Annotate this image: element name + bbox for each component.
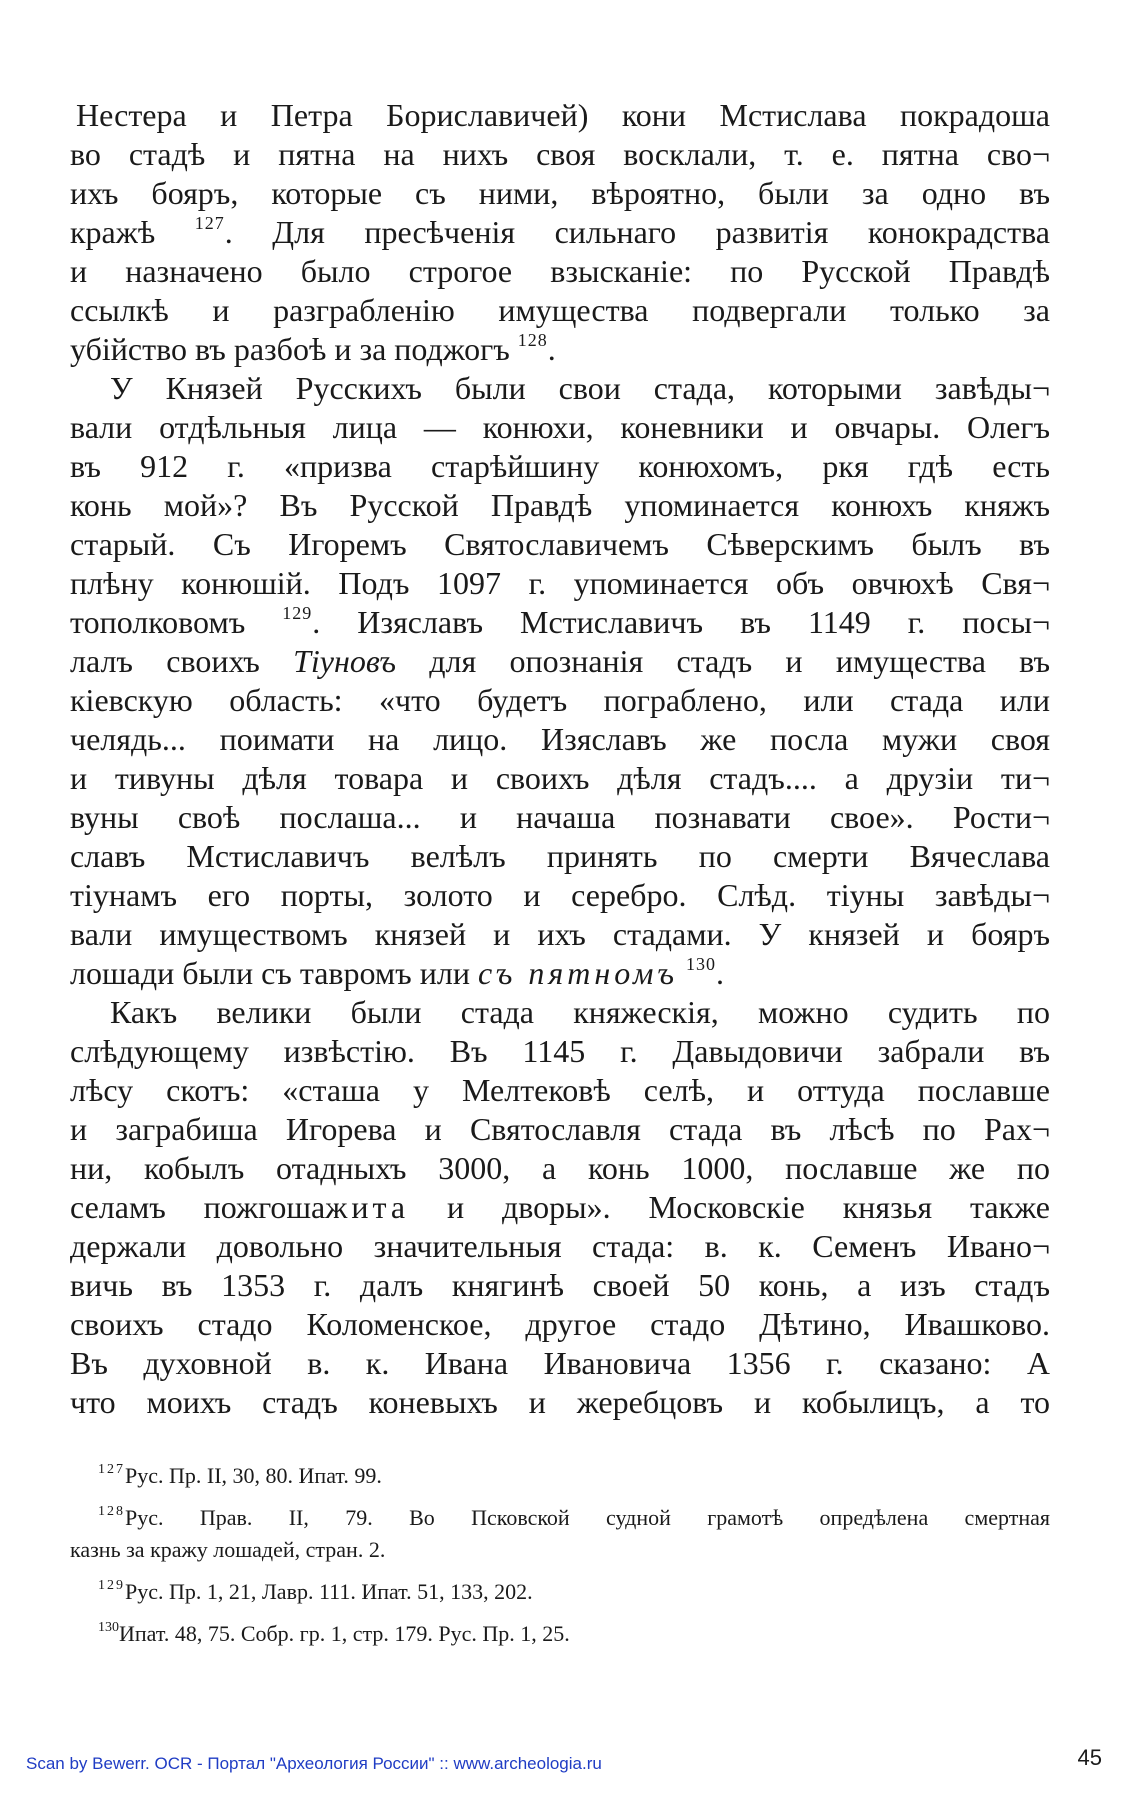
footnote-ref-127[interactable]: 127 (194, 213, 225, 233)
spaced-term: жита (325, 1189, 410, 1225)
text-line: селамъ пожгошажита и дворы». Московскіе князья также (70, 1189, 1051, 1225)
text-line: вали имуществомъ князей и ихъ стадами. У князей и бояръ (70, 916, 1050, 952)
text-line: и назначено было строгое взысканіе: по Русской Правдѣ (70, 253, 1050, 289)
text-line: ихъ бояръ, которые съ ними, вѣроятно, были за одно въ (70, 175, 1050, 211)
footnote-number: 127 (98, 1462, 125, 1477)
text-line: славъ Мстиславичъ велѣлъ принять по смерти Вячеслава (70, 838, 1050, 874)
text-line: тополковомъ $^{129}$. Изяславъ Мстиславичъ въ 1149 г. посы¬ (70, 603, 1051, 640)
text-line: ни, кобылъ отадныхъ 3000, а конь 1000, пославше же по (70, 1150, 1050, 1186)
text-line: У Князей Русскихъ были свои стада, которыми завѣды¬ (110, 370, 1050, 406)
paragraph-2 (70, 369, 1050, 993)
text-line: что моихъ стадъ коневыхъ и жеребцовъ и кобылицъ, а то (70, 1384, 1050, 1420)
text-line: и заграбиша Игорева и Святославля стада въ лѣсѣ по Рах¬ (70, 1111, 1050, 1147)
text-line: лѣсу скотъ: «сташа у Мелтековѣ селѣ, и оттуда пославше (70, 1072, 1050, 1108)
text-line: своихъ стадо Коломенское, другое стадо Дѣтино, Ивашково. (70, 1306, 1050, 1342)
text-line: старый. Съ Игоремъ Святославичемъ Сѣверскимъ былъ въ (70, 526, 1050, 562)
scan-credit-link[interactable]: Scan by Bewerr. OCR - Портал "Археология России" :: www.archeologia.ru (26, 1754, 602, 1773)
text-line: ссылкѣ и разграбленію имущества подвергали только за (70, 292, 1050, 328)
text-line: кражѣ $^{127}$. Для пресѣченія сильнаго развитія конокрадства (70, 213, 1051, 250)
text-line: въ 912 г. «призва старѣйшину конюхомъ, ркя гдѣ есть (70, 448, 1050, 484)
italic-term: Тіуновъ (293, 643, 396, 679)
text-line: плѣну конюшій. Подъ 1097 г. упоминается объ овчюхѣ Свя¬ (70, 565, 1050, 601)
text-line: вуны своѣ послаша... и начаша познавати свое». Рости¬ (70, 799, 1050, 835)
text-line: слѣдующему извѣстію. Въ 1145 г. Давыдовичи забрали въ (70, 1033, 1050, 1069)
footnote-129: $^{129}$Рус. Пр. 1, 21, Лавр. 111. Ипат. 51, 133, 202. (98, 1578, 533, 1604)
text-line: вали отдѣльныя лица — конюхи, коневники и овчары. Олегъ (70, 409, 1050, 445)
text-line: во стадѣ и пятна на нихъ своя восклали, т. е. пятна сво¬ (70, 136, 1050, 172)
footnote-number: 130 (98, 1620, 119, 1635)
footnote-127: $^{127}$Рус. Пр. II, 30, 80. Ипат. 99. (98, 1462, 382, 1488)
spaced-italic-term: съ пятномъ (477, 955, 678, 991)
text-line: кіевскую область: «что будетъ пограблено, или стада или (70, 682, 1050, 718)
text-line: убійство въ разбоѣ и за поджогъ $^{128}$. (70, 330, 556, 367)
footnotes (70, 1460, 1050, 1660)
main-text (70, 96, 1050, 1422)
text-line: и тивуны дѣля товара и своихъ дѣля стадъ.... а друзіи ти¬ (70, 760, 1050, 796)
footnote-ref-130[interactable]: 130 (686, 954, 716, 974)
footnote-128: $^{128}$Рус. Прав. II, 79. Во Псковской судной грамотѣ опредѣлена смертная казнь за кражу лошадей, стран. 2. (70, 1504, 1050, 1562)
paragraph-1 (70, 96, 1050, 369)
footnote-130: $^{130}$Ипат. 48, 75. Собр. гр. 1, стр. 179. Рус. Пр. 1, 25. (98, 1620, 570, 1646)
text-line: тіунамъ его порты, золото и серебро. Слѣд. тіуны завѣды¬ (70, 877, 1050, 913)
text-line: Нестера и Петра Бориславичей) кони Мстислава покрадоша (76, 97, 1050, 133)
text-line: Въ духовной в. к. Ивана Ивановича 1356 г. сказано: А (70, 1345, 1050, 1381)
footnote-ref-129[interactable]: 129 (282, 603, 313, 623)
text-line: лалъ своихъ Тіуновъ для опознанія стадъ и имущества въ (70, 643, 1051, 679)
footnote-number: 129 (98, 1578, 125, 1593)
text-line: конь мой»? Въ Русской Правдѣ упоминается конюхъ княжъ (70, 487, 1050, 523)
text-line: держали довольно значительныя стада: в. к. Семенъ Ивано¬ (70, 1228, 1050, 1264)
text-line: вичь въ 1353 г. далъ княгинѣ своей 50 конь, а изъ стадъ (70, 1267, 1050, 1303)
text-line: челядь... поимати на лицо. Изяславъ же посла мужи своя (70, 721, 1050, 757)
footnote-number: 128 (98, 1504, 125, 1519)
text-line: Какъ велики были стада княжескія, можно судить по (110, 994, 1050, 1030)
paragraph-3 (70, 993, 1050, 1422)
footnote-ref-128[interactable]: 128 (517, 330, 548, 350)
text-line: лошади были съ тавромъ или съ пятномъ $^{130}$. (70, 954, 724, 991)
page-number: 45 (1077, 1745, 1102, 1770)
